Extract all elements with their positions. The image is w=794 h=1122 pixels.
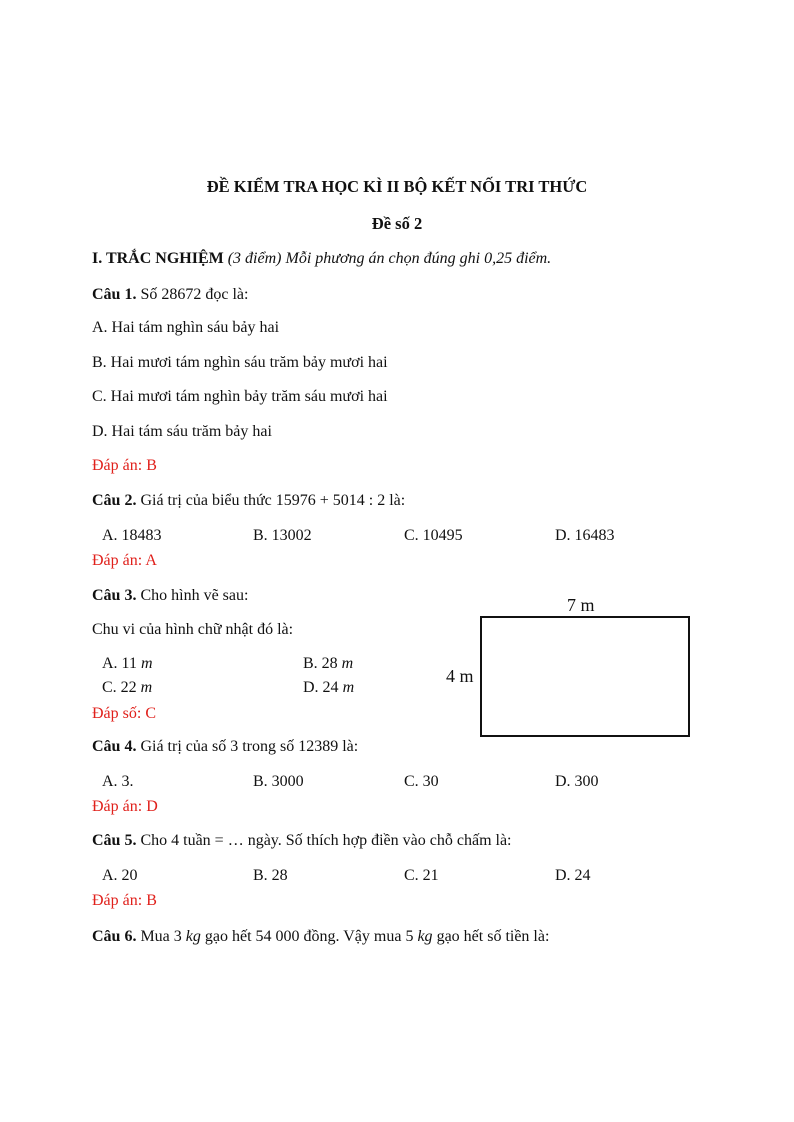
unit-kg: kg — [185, 928, 201, 945]
option-d: D. 300 — [555, 773, 599, 790]
question-label: Câu 5. — [92, 832, 137, 849]
unit-kg: kg — [417, 928, 433, 945]
question-3 — [92, 587, 248, 605]
option-a — [102, 655, 153, 673]
rectangle-figure — [480, 616, 690, 737]
question-text: Số 28672 đọc là: — [140, 286, 249, 303]
option-d: D. 24 — [555, 867, 591, 884]
question-4 — [92, 738, 358, 756]
section-heading — [92, 250, 551, 268]
question-3-prompt: Chu vi của hình chữ nhật đó là: — [92, 621, 294, 638]
section-points: (3 điểm) — [227, 250, 282, 267]
option-a: A. 3. — [102, 773, 134, 790]
question-2 — [92, 492, 405, 510]
option-c: C. 30 — [404, 773, 439, 790]
option-c — [102, 679, 152, 697]
question-label: Câu 3. — [92, 587, 137, 604]
option-c: C. 10495 — [404, 527, 463, 544]
question-text-part: gạo hết số tiền là: — [432, 928, 550, 945]
option-a: A. 18483 — [102, 527, 162, 544]
section-instruction: Mỗi phương án chọn đúng ghi 0,25 điểm. — [285, 250, 552, 267]
rectangle-height-label: 4 m — [446, 666, 474, 686]
option-value: B. 28 — [303, 655, 338, 672]
answer-1: Đáp án: B — [92, 457, 157, 474]
option-c: C. 21 — [404, 867, 439, 884]
option-b: B. 3000 — [253, 773, 304, 790]
option-value: D. 24 — [303, 679, 339, 696]
option-value: A. 11 — [102, 655, 137, 672]
option-a: A. Hai tám nghìn sáu bảy hai — [92, 319, 280, 336]
section-title: I. TRẮC NGHIỆM — [92, 250, 224, 267]
option-d — [303, 679, 354, 697]
option-d: D. 16483 — [555, 527, 615, 544]
question-label: Câu 6. — [92, 928, 137, 945]
question-5 — [92, 832, 512, 850]
option-unit: m — [140, 679, 153, 696]
answer-3: Đáp số: C — [92, 705, 156, 722]
question-text-part: gạo hết 54 000 đồng. Vậy mua 5 — [200, 928, 418, 945]
answer-2: Đáp án: A — [92, 552, 157, 569]
question-text-part: Mua 3 — [140, 928, 186, 945]
option-b: B. 28 — [253, 867, 288, 884]
page-title: ĐỀ KIỂM TRA HỌC KÌ II BỘ KẾT NỐI TRI THỨC — [206, 177, 588, 196]
option-unit: m — [341, 655, 354, 672]
question-text: Giá trị của biểu thức 15976 + 5014 : 2 là: — [140, 492, 406, 509]
option-d: D. Hai tám sáu trăm bảy hai — [92, 423, 272, 440]
question-label: Câu 1. — [92, 286, 137, 303]
rectangle-width-label: 7 m — [567, 595, 595, 615]
option-unit: m — [140, 655, 153, 672]
question-text: Cho 4 tuần = … ngày. Số thích hợp điền vào chỗ chấm là: — [140, 832, 512, 849]
option-value: C. 22 — [102, 679, 137, 696]
question-1 — [92, 286, 248, 304]
question-label: Câu 2. — [92, 492, 137, 509]
page-subtitle: Đề số 2 — [371, 214, 423, 233]
option-c: C. Hai mươi tám nghìn bảy trăm sáu mươi hai — [92, 388, 388, 405]
question-text: Cho hình vẽ sau: — [140, 587, 249, 604]
question-text: Giá trị của số 3 trong số 12389 là: — [140, 738, 359, 755]
option-a: A. 20 — [102, 867, 138, 884]
answer-5: Đáp án: B — [92, 892, 157, 909]
answer-4: Đáp án: D — [92, 798, 158, 815]
option-b: B. Hai mươi tám nghìn sáu trăm bảy mươi hai — [92, 354, 388, 371]
question-6 — [92, 928, 549, 946]
question-label: Câu 4. — [92, 738, 137, 755]
option-unit: m — [342, 679, 355, 696]
option-b: B. 13002 — [253, 527, 312, 544]
option-b — [303, 655, 353, 673]
